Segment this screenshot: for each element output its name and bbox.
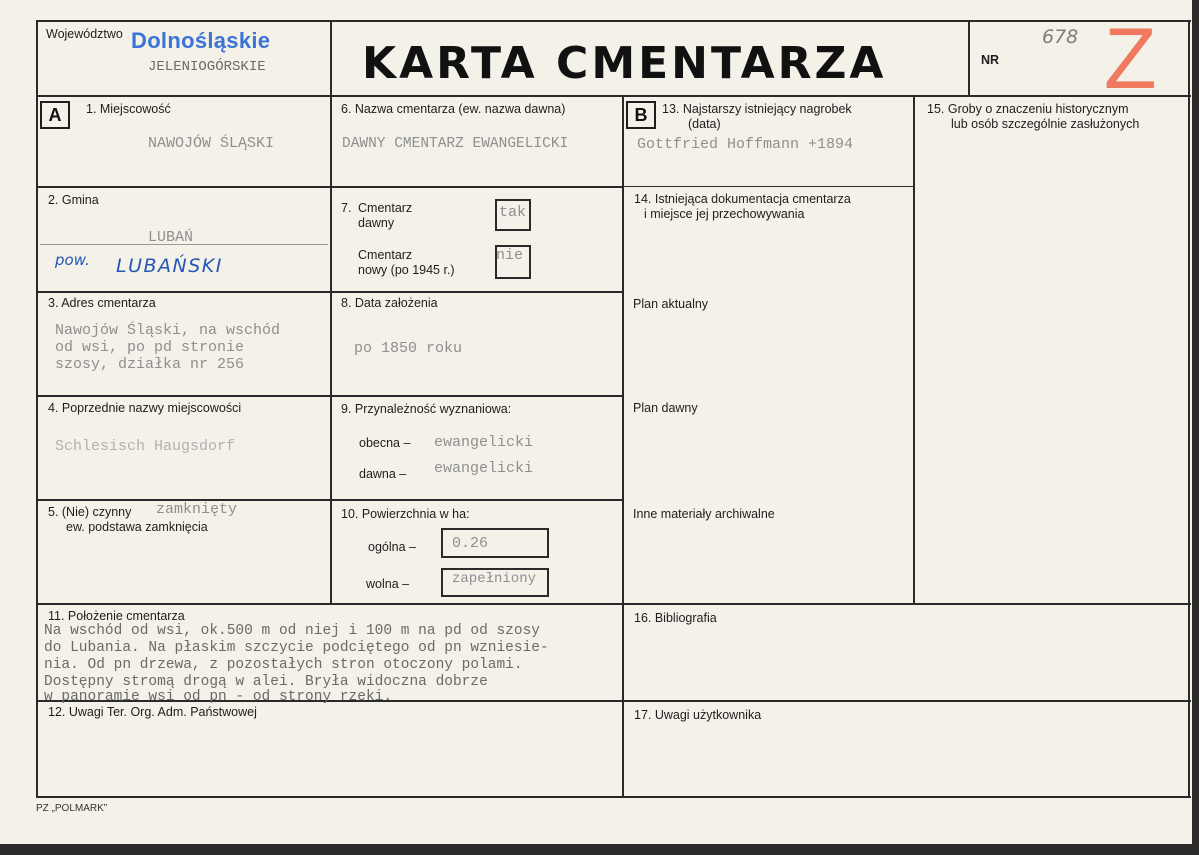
field-7-nowy-line1: Cmentarz bbox=[358, 248, 413, 262]
field-8-value: po 1850 roku bbox=[354, 340, 463, 357]
nr-letter: Z bbox=[1104, 11, 1157, 107]
field-7-dawny-line1: Cmentarz bbox=[358, 201, 413, 215]
row-line-2 bbox=[36, 291, 624, 293]
field-7-dawny-value: tak bbox=[499, 204, 527, 221]
row-line-3 bbox=[36, 395, 624, 397]
card-title: KARTA CMENTARZA bbox=[362, 38, 887, 89]
field-7-nowy-value: nie bbox=[496, 247, 524, 264]
field-4-value: Schlesisch Haugsdorf bbox=[55, 438, 236, 455]
printer-imprint: PZ „POLMARK” bbox=[36, 803, 108, 814]
field-3-line-1: Nawojów Śląski, na wschód bbox=[55, 322, 281, 339]
field-13-label-2: (data) bbox=[688, 117, 721, 131]
field-7-dawny-line2: dawny bbox=[358, 216, 395, 230]
field-9-dawna-value: ewangelicki bbox=[434, 460, 534, 477]
field-2-label: 2. Gmina bbox=[48, 193, 99, 207]
field-7-number: 7. bbox=[341, 201, 352, 215]
row-line-4 bbox=[36, 499, 624, 501]
plan-dawny-label: Plan dawny bbox=[633, 401, 698, 415]
wojewodztwo-typed: JELENIOGÓRSKIE bbox=[148, 59, 266, 75]
border-top bbox=[36, 20, 1191, 22]
field-4-label: 4. Poprzednie nazwy miejscowości bbox=[48, 401, 242, 415]
field-3-line-2: od wsi, po pd stronie bbox=[55, 339, 245, 356]
row-line-1b bbox=[622, 186, 914, 187]
field-10-label: 10. Powierzchnia w ha: bbox=[341, 507, 470, 521]
field-12-label: 12. Uwagi Ter. Org. Adm. Państwowej bbox=[48, 705, 257, 719]
row-line-5 bbox=[36, 603, 1191, 605]
col-divider-a bbox=[330, 95, 332, 605]
nr-handwritten: 678 bbox=[1042, 26, 1079, 48]
field-7-nowy-line2: nowy (po 1945 r.) bbox=[358, 263, 455, 277]
border-bottom bbox=[36, 796, 1191, 798]
field-5-label-2: ew. podstawa zamknięcia bbox=[66, 520, 208, 534]
field-2-value: LUBAŃ bbox=[148, 229, 194, 246]
field-15-label-2: lub osób szczególnie zasłużonych bbox=[951, 117, 1140, 131]
field-13-label-1: 13. Najstarszy istniejący nagrobek bbox=[662, 102, 852, 116]
field-11-label: 11. Położenie cmentarza bbox=[48, 609, 185, 623]
field-11-line-3: nia. Od pn drzewa, z pozostałych stron otoczony polami. bbox=[44, 657, 523, 673]
field-1-label: 1. Miejscowość bbox=[86, 102, 171, 116]
wojewodztwo-label: Województwo bbox=[46, 27, 123, 41]
section-b-box: B bbox=[626, 101, 656, 129]
field-10-wolna-value: zapełniony bbox=[452, 571, 537, 587]
field-6-value: DAWNY CMENTARZ EWANGELICKI bbox=[342, 136, 569, 152]
field-3-label: 3. Adres cmentarza bbox=[48, 296, 156, 310]
field-5-value: zamknięty bbox=[156, 501, 238, 518]
field-9-dawna-label: dawna – bbox=[359, 467, 407, 481]
col-divider-b bbox=[622, 95, 624, 797]
field-6-label: 6. Nazwa cmentarza (ew. nazwa dawna) bbox=[341, 102, 566, 116]
border-left bbox=[36, 20, 38, 798]
field-11-line-1: Na wschód od wsi, ok.500 m od niej i 100 m na pd od szosy bbox=[44, 623, 540, 639]
inne-materialy-label: Inne materiały archiwalne bbox=[633, 507, 775, 521]
header-divider-2 bbox=[968, 20, 970, 96]
header-divider-1 bbox=[330, 20, 332, 96]
field-14-label-1: 14. Istniejąca dokumentacja cmentarza bbox=[634, 192, 851, 206]
field-10-wolna-label: wolna – bbox=[366, 577, 410, 591]
field-13-value: Gottfried Hoffmann +1894 bbox=[637, 136, 854, 153]
col-divider-c bbox=[913, 95, 915, 605]
section-a-box: A bbox=[40, 101, 70, 129]
border-right bbox=[1188, 20, 1190, 798]
wojewodztwo-stamp: Dolnośląskie bbox=[131, 28, 271, 53]
plan-aktualny-label: Plan aktualny bbox=[633, 297, 709, 311]
field-10-ogolna-value: 0.26 bbox=[452, 535, 489, 552]
field-3-line-3: szosy, działka nr 256 bbox=[55, 356, 245, 373]
nr-label: NR bbox=[981, 53, 1000, 67]
field-11-line-5: w panoramie wsi od pn - od strony rzeki. bbox=[44, 689, 393, 705]
field-2-hand-prefix: pow. bbox=[55, 251, 90, 269]
field-17-label: 17. Uwagi użytkownika bbox=[634, 708, 762, 722]
header-bottom-line bbox=[36, 95, 1191, 97]
field-9-obecna-label: obecna – bbox=[359, 436, 411, 450]
field-2-hand-value: LUBAŃSKI bbox=[116, 255, 223, 277]
field-10-ogolna-label: ogólna – bbox=[368, 540, 416, 554]
field-16-label: 16. Bibliografia bbox=[634, 611, 717, 625]
row-line-1 bbox=[36, 186, 624, 188]
field-9-obecna-value: ewangelicki bbox=[434, 434, 534, 451]
field-11-line-2: do Lubania. Na płaskim szczycie podciętego od pn wzniesie- bbox=[44, 640, 549, 656]
field-5-label-1: 5. (Nie) czynny bbox=[48, 505, 132, 519]
field-14-label-2: i miejsce jej przechowywania bbox=[644, 207, 805, 221]
field-1-value: NAWOJÓW ŚLĄSKI bbox=[148, 135, 275, 152]
field-8-label: 8. Data założenia bbox=[341, 296, 438, 310]
field-15-label-1: 15. Groby o znaczeniu historycznym bbox=[927, 102, 1129, 116]
field-9-label: 9. Przynależność wyznaniowa: bbox=[341, 402, 512, 416]
field-11-line-4: Dostępny stromą drogą w alei. Bryła widoczna dobrze bbox=[44, 674, 488, 690]
